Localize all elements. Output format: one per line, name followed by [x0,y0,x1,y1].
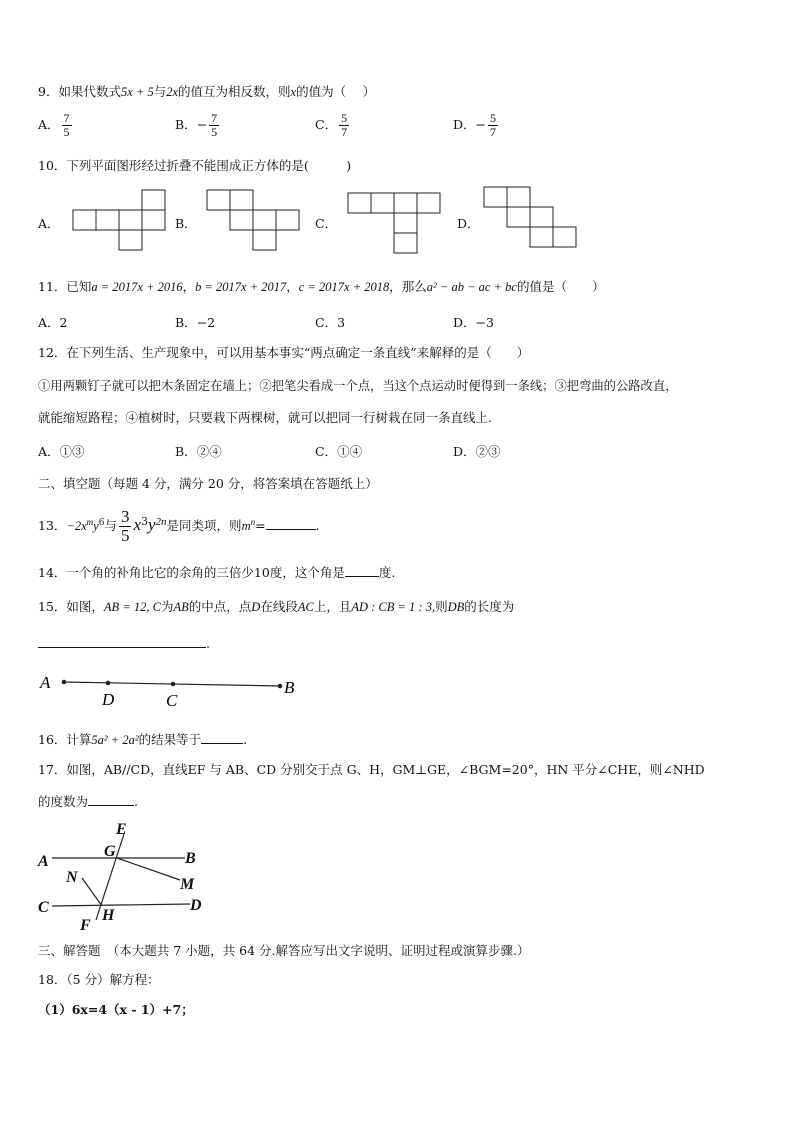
q10-text: 下列平面图形经过折叠不能围成正方体的是( ) [66,158,352,173]
q15-math: AC [297,600,314,614]
q13-term: y [93,519,99,534]
net-d [484,187,576,247]
option-label: D． [453,444,476,459]
label-e: E [116,821,127,838]
question-number: 10． [38,158,67,173]
q13-answer-base: m [241,519,251,534]
option-label: A． [38,117,60,132]
option-value: ②③ [475,444,501,459]
question-number: 11． [38,279,67,294]
label-a: A [38,853,49,870]
section-3-heading: 三、解答题 （本大题共 7 小题，共 64 分.解答应写出文字说明、证明过程或演算步骤.） [38,943,530,958]
label-b: B [185,850,196,867]
label-c: C [38,899,49,916]
option-value: 2 [59,315,68,330]
question-14 [38,563,395,581]
q12-option-b[interactable] [175,442,222,460]
q12-option-c[interactable] [315,442,362,460]
q12-statement-line1: ①用两颗钉子就可以把木条固定在墙上；②把笔尖看成一个点，当这个点运动时便得到一条线；③把弯曲的公路改直， [38,379,678,393]
q10-option-d[interactable]: D． [457,216,480,231]
q13-exp: 3 [141,515,148,528]
numerator: 7 [63,111,70,125]
q15-math: D [251,600,261,614]
option-label: C． [315,117,338,132]
question-number: 12． [38,345,67,360]
question-18 [38,970,160,988]
net-b [207,190,299,250]
option-label: B． [175,117,197,132]
q15-math: AD : CB = 1 : 3, [351,600,436,614]
q11-option-a[interactable] [38,313,67,331]
q9-text-post: 的值互为相反数，则 [178,84,291,99]
question-12 [38,343,529,361]
question-number: 18． [38,972,67,987]
q10-cube-nets [0,0,794,260]
q11-expr: a² − ab − ac + bc [426,280,517,294]
question-number: 16． [38,732,67,747]
ray-gm [117,858,180,880]
numerator: 3 [120,507,130,527]
q17-end: . [134,794,138,809]
q13-end: . [315,518,320,534]
q15-math: AB [173,600,189,614]
q15-math: AB = 12, C [103,600,161,614]
question-17-line2 [38,792,138,810]
q9-text-post2: 的值为（ ） [296,84,376,99]
q15-text: 的中点，点 [188,599,252,614]
q16-expr: 5a² + 2a² [91,733,139,747]
q15-text: 如图， [66,599,104,614]
q9-expr1: 5x + 5 [120,85,154,99]
option-label: B． [175,444,197,459]
q13-exp: m [86,517,94,527]
q12-text: 在下列生活、生产现象中，可以用基本事实“两点确定一条直线”来解释的是（ ） [66,345,530,360]
q12-option-a[interactable] [38,442,85,460]
q16-text: 计算 [66,732,92,747]
q14-text: 一个角的补角比它的余角的三倍少10度，这个角是 [66,565,345,580]
q15-text: 则 [435,599,448,614]
label-d: D [190,897,202,914]
q12-option-d[interactable] [453,442,501,460]
label-b: B [284,678,295,697]
q11-c: c = 2017x + 2018 [298,280,390,294]
q13-answer-blank[interactable] [266,529,316,530]
question-15 [38,597,514,615]
q11-option-d[interactable] [453,313,494,331]
point-a [62,680,67,685]
net-c [348,193,440,253]
q13-fraction [119,508,132,545]
point-b [278,684,283,689]
q13-answer-exp: n [250,517,256,527]
q14-text-post: 度. [378,565,396,580]
denominator: 7 [341,125,348,139]
line-cd [52,904,190,906]
label-n: N [66,869,78,886]
option-value: 3 [337,315,346,330]
label-c: C [166,691,178,710]
q13-term: y [148,515,156,535]
point-c [171,682,176,687]
q17-text-line2: 的度数为 [38,794,89,809]
option-value: ①③ [59,444,85,459]
q13-exp: 2n [155,516,167,528]
q17-text-line1: 如图，AB//CD，直线EF 与 AB、CD 分别交于点 G、H，GM⊥GE，∠BGM=20°，HN 平分∠CHE，则∠NHD [66,762,705,777]
numerator: 5 [341,111,348,125]
q15-text: 在线段 [260,599,298,614]
question-number: 15． [38,599,67,614]
option-value: −3 [475,315,494,330]
q13-term: x [133,515,141,535]
q16-end: . [243,732,248,747]
label-f: F [80,917,91,934]
option-sign: − [196,117,208,132]
option-label: C． [315,444,338,459]
q13-term: −2x [66,519,87,534]
question-number: 9． [38,84,59,99]
q13-text-post: 是同类项，则 [166,518,242,534]
numerator: 5 [490,111,497,125]
net-a [73,190,165,250]
q13-text: 与 [104,518,117,534]
q9-expr2: 2x [166,85,179,99]
option-sign: − [475,117,487,132]
question-13 [38,502,320,546]
question-11: 11．已知a = 2017x + 2016，b = 2017x + 2017，c = 2017x + 2018，那么a² − ab − ac + bc的值是（ ） [38,279,605,294]
q15-end: . [206,636,210,651]
q15-math: DB [447,600,465,614]
q17-geometry-figure [30,820,220,936]
question-number: 13． [38,518,67,534]
q15-answer-blank[interactable] [38,647,206,648]
q10-option-a[interactable]: A． [38,216,60,231]
option-label: D． [453,315,476,330]
q10-option-b[interactable]: B． [175,216,197,231]
label-h: H [102,907,115,924]
label-d: D [102,690,115,709]
q11-option-c[interactable] [315,313,345,331]
q13-exp: 6 [98,518,105,528]
q15-text: 上，且 [313,599,352,614]
denominator: 5 [63,125,70,139]
q16-text-post: 的结果等于 [138,732,202,747]
q15-segment-figure [30,668,320,714]
label-m: M [180,876,195,893]
q9-var: x [290,85,297,99]
option-value: ①④ [337,444,363,459]
option-label: A． [38,315,60,330]
q9-text-mid: 与 [153,84,167,99]
option-label: B． [175,315,197,330]
denominator: 5 [120,526,130,546]
question-16 [38,730,247,748]
q12-statement-line2: 就能缩短路程；④植树时，只要栽下两棵树，就可以把同一行树栽在同一条直线上. [38,410,492,425]
denominator: 5 [211,125,218,139]
question-17 [38,760,705,778]
q14-answer-blank[interactable] [345,576,379,577]
q11-option-b[interactable] [175,313,215,331]
q18-title: （5 分）解方程： [66,972,160,987]
q11-text: 已知 [66,279,92,294]
point-d [106,681,111,686]
q15-answer-line [38,636,210,651]
option-value: ②④ [196,444,222,459]
q9-text: 如果代数式 [58,84,121,99]
q10-option-c[interactable]: C． [315,216,338,231]
ray-hn [82,878,102,906]
denominator: 7 [490,125,497,139]
option-value: −2 [196,315,216,330]
label-g: G [104,843,116,860]
q13-equals: = [255,518,266,534]
q18-part1: （1）6x=4（x - 1）+7； [38,1002,194,1017]
q11-text-mid: ，那么 [389,279,427,294]
numerator: 7 [211,111,218,125]
q15-text: 为 [160,599,174,614]
q17-answer-blank[interactable] [88,805,134,806]
q16-answer-blank[interactable] [201,743,243,744]
q15-text: 的长度为 [464,599,515,614]
question-number: 14． [38,565,67,580]
option-label: A． [38,444,60,459]
option-label: C． [315,315,338,330]
option-label: D． [453,117,476,132]
label-a: A [40,673,51,692]
q11-b: b = 2017x + 2017 [195,280,287,294]
q11-text-post: 的值是（ ） [516,279,605,294]
section-2-heading: 二、填空题（每题 4 分，满分 20 分，将答案填在答题纸上） [38,476,378,491]
q11-a: a = 2017x + 2016 [91,280,183,294]
question-number: 17． [38,762,67,777]
